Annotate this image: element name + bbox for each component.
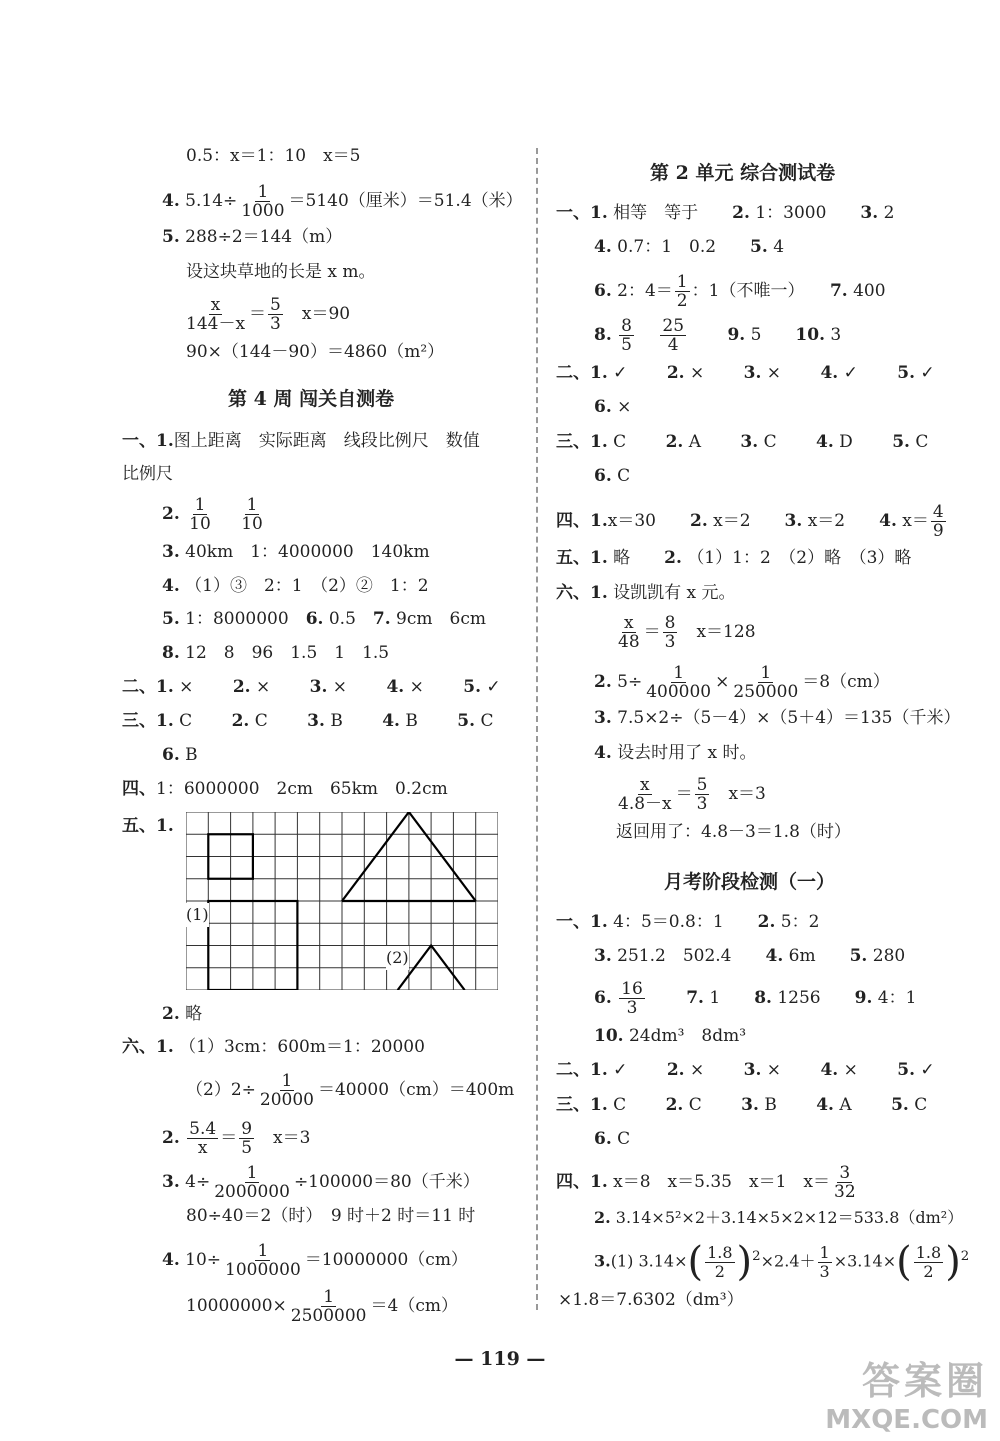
answer-line: 4. 设去时用了 x 时。 <box>594 743 757 763</box>
answer-line: 2. $\frac{5.4}{x}$ ＝ $\frac{9}{5}$ x＝3 <box>162 1119 311 1158</box>
section-title: 第 4 周 闯关自测卷 <box>228 388 395 410</box>
answer-line: 设这块草地的长是 x m。 <box>186 262 376 282</box>
fraction: $\frac{1.8}{2}$ <box>915 1242 942 1281</box>
answer-line: 2. 略 <box>162 1004 203 1024</box>
answer-line: 4. 0.7：1 0.2 5. 4 <box>594 237 785 257</box>
fraction: $\frac{3}{32}$ <box>834 1163 856 1202</box>
fraction: $\frac{9}{5}$ <box>241 1119 253 1158</box>
fraction: $\frac{1}{10}$ <box>241 495 263 534</box>
answer-line: 六、1. （1）3cm：600m＝1：20000 <box>122 1037 425 1057</box>
watermark <box>825 1350 988 1435</box>
answer-line: 6. × <box>594 397 632 417</box>
fraction: $\frac{5.4}{x}$ <box>189 1119 217 1158</box>
answer-line: 8. 12 8 96 1.5 1 1.5 <box>162 643 390 663</box>
grid-label: (2) <box>386 946 409 970</box>
column-divider <box>536 148 538 1310</box>
fraction: $\frac{1}{2}$ <box>676 272 688 311</box>
answer-row: 三、1. C 2. C 3. B 4. B 5. C <box>122 711 494 731</box>
answer-line: $\frac{x}{48}$ ＝ $\frac{8}{3}$ x＝128 <box>618 613 756 652</box>
page-number: — 119 — <box>454 1348 546 1370</box>
watermark-url: MXQE.COM <box>825 1405 988 1435</box>
answer-line: 3.(1) 3.14×( $\frac{1.8}{2}$ )$^2$×2.4＋ $\frac{1}{3}$ ×3.14×( $\frac{1.8}{2}$ )$^2$ <box>594 1239 970 1285</box>
answer-line: 四、1：6000000 2cm 65km 0.2cm <box>122 779 448 799</box>
fraction: $\frac{1.8}{2}$ <box>707 1242 733 1281</box>
answer-line: 6. C <box>594 466 631 486</box>
answer-line: 5. 288÷2＝144（m） <box>162 227 343 247</box>
grid-diagram <box>186 812 498 990</box>
answer-line: $\frac{x}{4.8-x}$ ＝ $\frac{5}{3}$ x＝3 <box>618 775 766 814</box>
watermark-logo-text: 答案圈 <box>861 1359 988 1403</box>
answer-line: $\frac{x}{144-x}$ ＝ $\frac{5}{3}$ x＝90 <box>186 295 351 334</box>
answer-line: 3. 40km 1：4000000 140km <box>162 542 430 562</box>
answer-line: 10. 24dm³ 8dm³ <box>594 1026 747 1046</box>
answer-line: 3. 7.5×2÷（5－4）×（5＋4）＝135（千米） <box>594 708 961 728</box>
fraction: $\frac{1}{2500000}$ <box>290 1287 367 1326</box>
fraction: $\frac{4}{9}$ <box>932 502 944 541</box>
answer-line: 五、1. 略 2. （1）1：2 （2）略 （3）略 <box>556 548 912 568</box>
answer-line: 0.5：x＝1：10 x＝5 <box>186 146 361 166</box>
grid-label: (1) <box>186 903 209 927</box>
fraction: $\frac{x}{144-x}$ <box>186 295 246 334</box>
answer-line: 3. 251.2 502.4 4. 6m 5. 280 <box>594 946 906 966</box>
fraction: $\frac{1}{2000000}$ <box>214 1163 290 1202</box>
fraction: $\frac{8}{5}$ <box>621 316 632 355</box>
answer-row: 三、1. C 2. A 3. C 4. D 5. C <box>556 432 929 452</box>
answer-line: 2. $\frac{1}{10}$ $\frac{1}{10}$ <box>162 495 263 534</box>
answer-line: ×1.8＝7.6302（dm³） <box>558 1290 744 1310</box>
fraction: $\frac{1}{250000}$ <box>733 663 799 702</box>
answer-line: 5. 1：8000000 6. 0.5 7. 9cm 6cm <box>162 609 486 629</box>
answer-line: （2）2÷ $\frac{1}{20000}$ ＝40000（cm）＝400m <box>186 1071 515 1110</box>
fraction: $\frac{1}{1000}$ <box>241 182 285 221</box>
answer-line: 四、1.x＝30 2. x＝2 3. x＝2 4. x＝ $\frac{4}{9}$ <box>556 502 944 541</box>
answer-line: 一、1. 4：5＝0.8：1 2. 5：2 <box>556 912 820 932</box>
fraction: $\frac{1}{20000}$ <box>259 1071 314 1110</box>
fraction: $\frac{8}{3}$ <box>664 613 676 652</box>
fraction: $\frac{16}{3}$ <box>621 979 643 1018</box>
fraction: $\frac{25}{4}$ <box>662 316 685 355</box>
fraction: $\frac{x}{4.8-x}$ <box>618 775 672 814</box>
answer-line: 返回用了：4.8－3＝1.8（时） <box>616 822 851 842</box>
answer-line: 一、1. 相等 等于 2. 1：3000 3. 2 <box>556 203 895 223</box>
answer-line: 6. C <box>594 1129 631 1149</box>
answer-line: 四、1. x＝8 x＝5.35 x＝1 x＝ $\frac{3}{32}$ <box>556 1163 856 1202</box>
answer-line: 6. $\frac{16}{3}$ 7. 1 8. 1256 9. 4：1 <box>594 979 917 1018</box>
section-title: 月考阶段检测（一） <box>664 871 836 893</box>
answer-line: 8. $\frac{8}{5}$ $\frac{25}{4}$ 9. 5 10. 3 <box>594 316 842 355</box>
answer-row: 二、1. × 2. × 3. × 4. × 5. ✓ <box>122 677 501 697</box>
section-title: 第 2 单元 综合测试卷 <box>650 162 836 184</box>
answer-line: 90×（144－90）＝4860（m²） <box>186 342 445 362</box>
answer-line: 4. 5.14÷ $\frac{1}{1000}$ ＝5140（厘米）＝51.4（米） <box>162 182 523 221</box>
answer-line: 五、1. <box>122 816 174 836</box>
answer-line: 2. 3.14×5²×2＋3.14×5×2×12＝533.8（dm²） <box>594 1208 964 1227</box>
answer-line: 2. 5÷ $\frac{1}{400000}$ × $\frac{1}{250000}$ ＝8（cm） <box>594 663 890 702</box>
fraction: $\frac{x}{48}$ <box>618 613 640 652</box>
fraction: $\frac{1}{1000000}$ <box>225 1241 301 1280</box>
answer-row: 二、1. ✓ 2. × 3. × 4. × 5. ✓ <box>556 1060 935 1080</box>
fraction: $\frac{1}{400000}$ <box>646 663 712 702</box>
answer-line: 六、1. 设凯凯有 x 元。 <box>556 583 736 603</box>
fraction: $\frac{5}{3}$ <box>696 775 708 814</box>
answer-line: 80÷40＝2（时） 9 时＋2 时＝11 时 <box>186 1206 476 1226</box>
answer-row: 三、1. C 2. C 3. B 4. A 5. C <box>556 1095 928 1115</box>
answer-line: 4. 10÷ $\frac{1}{1000000}$ ＝10000000（cm） <box>162 1241 468 1280</box>
fraction: $\frac{5}{3}$ <box>270 295 281 334</box>
answer-line: 3. 4÷ $\frac{1}{2000000}$ ÷100000＝80（千米） <box>162 1163 480 1202</box>
answer-row: 二、1. ✓ 2. × 3. × 4. ✓ 5. ✓ <box>556 363 935 383</box>
answer-line: 10000000× $\frac{1}{2500000}$ ＝4（cm） <box>186 1287 458 1326</box>
answer-line: 比例尺 <box>122 464 173 484</box>
answer-line: 一、1.图上距离 实际距离 线段比例尺 数值 <box>122 431 480 451</box>
answer-line: 6. B <box>162 745 198 765</box>
fraction: $\frac{1}{10}$ <box>189 495 211 534</box>
answer-line: 6. 2：4＝ $\frac{1}{2}$ ：1（不唯一） 7. 400 <box>594 272 886 311</box>
fraction: $\frac{1}{3}$ <box>819 1242 830 1281</box>
answer-line: 4. （1）③ 2：1 （2）② 1：2 <box>162 576 429 596</box>
